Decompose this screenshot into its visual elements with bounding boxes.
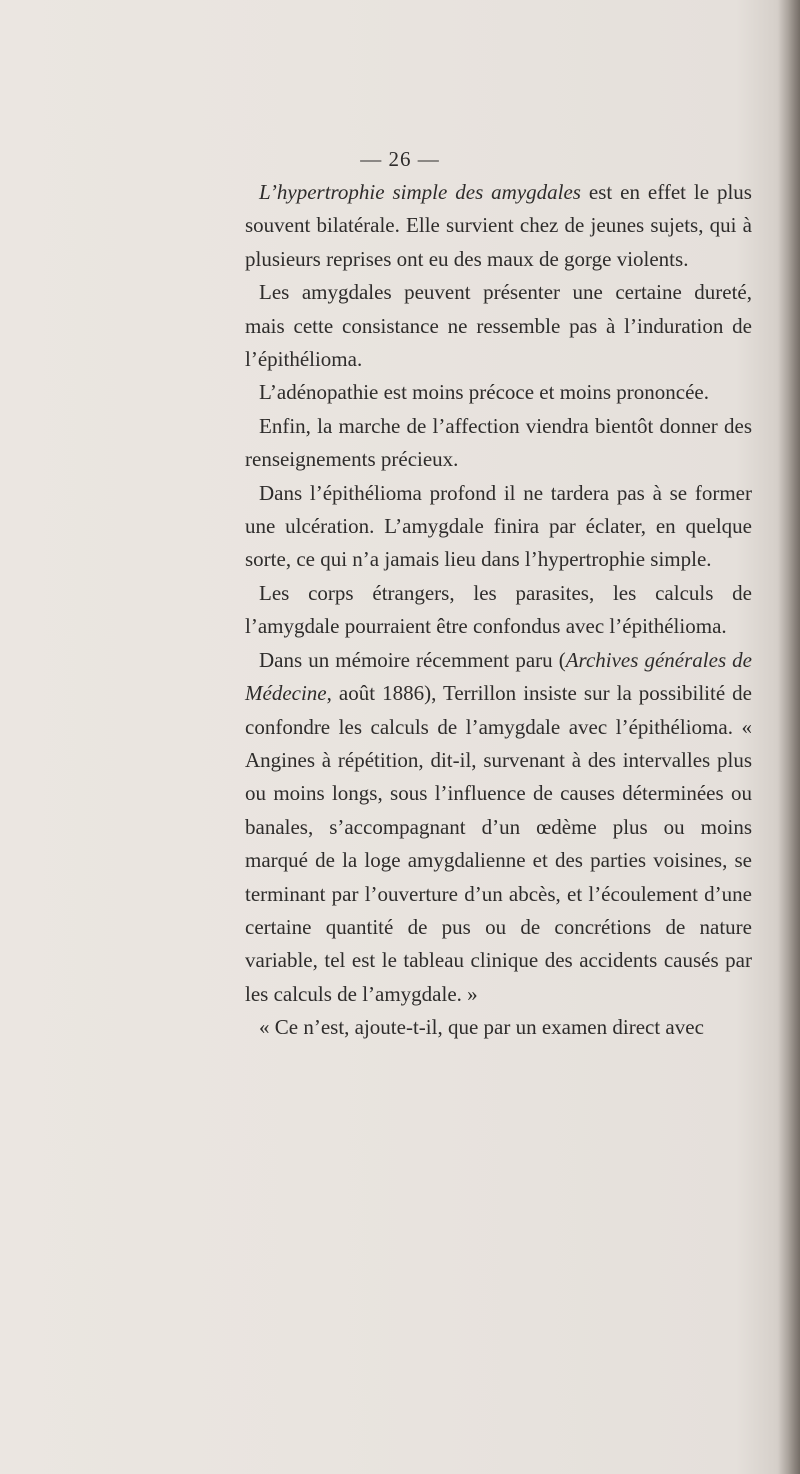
text-run: L’adénopathie est moins précoce et moins prononcée. xyxy=(259,380,709,405)
text-run: , août 1886), Terrillon insiste sur la possibilité de confondre les calculs de l’amygdale avec l’épithélioma. « Angines à répétition, dit-il, survenant à des intervalles plus ou moins longs, sous l’influence de causes déterminées ou banales, s’accompagnant d’un œdème plus ou moins marqué de la loge amygdalienne et des parties voisines, se terminant par l’ouverture d’un abcès, et l’écoulement d’une certaine quantité de pus ou de concrétions de nature variable, tel est le tableau clinique des accidents causés par les calculs de l’amygdale. » xyxy=(245,681,752,1006)
text-run: est en effet le plus souvent bilatérale. Elle survient chez de jeunes sujets, qui à plusieurs reprises ont eu des maux de gorge violents. xyxy=(245,180,752,271)
paragraph xyxy=(245,276,752,376)
text-run: Dans l’épithélioma profond il ne tardera pas à se former une ulcération. L’amygdale finira par éclater, en quelque sorte, ce qui n’a jamais lieu dans l’hypertrophie simple. xyxy=(245,480,752,572)
text-run: Dans un mémoire récemment paru ( xyxy=(259,647,566,672)
paragraph xyxy=(245,1011,752,1044)
paragraph xyxy=(245,376,752,409)
paragraph xyxy=(245,410,752,477)
paragraph xyxy=(245,477,752,577)
paragraph xyxy=(245,176,752,276)
page-number: — 26 — xyxy=(360,147,440,171)
paragraph xyxy=(245,577,752,644)
text-run: « Ce n’est, ajoute-t-il, que par un examen direct avec xyxy=(259,1015,704,1040)
italic-text: Archives générales de Médecine xyxy=(245,647,753,706)
paragraph xyxy=(245,644,752,1011)
text-run: Les amygdales peuvent présenter une certaine dureté, mais cette consistance ne ressemble pas à l’induration de l’épithélioma. xyxy=(245,280,752,372)
page-edge-shadow xyxy=(778,0,800,1474)
italic-text: L’hypertrophie simple des amygdales xyxy=(259,180,581,204)
text-run: Enfin, la marche de l’affection viendra bientôt donner des renseignements précieux. xyxy=(245,413,752,472)
text-run: Les corps étrangers, les parasites, les calculs de l’amygdale pourraient être confondus avec l’épithélioma. xyxy=(245,580,752,639)
body-text xyxy=(245,176,752,1045)
